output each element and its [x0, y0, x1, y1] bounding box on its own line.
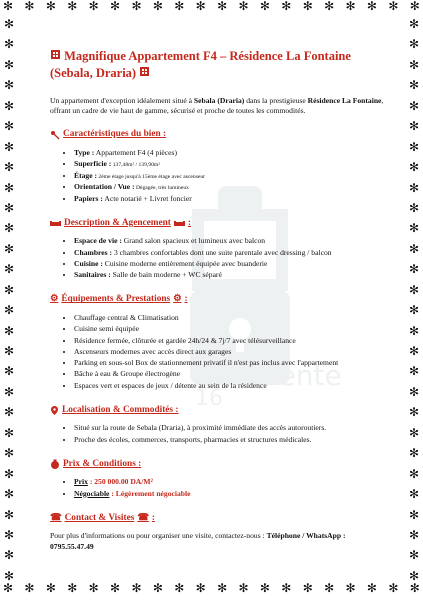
border-star-icon: ✻: [3, 262, 15, 277]
border-star-icon: ✻: [408, 507, 420, 522]
border-star-icon: ✻: [408, 527, 420, 542]
right-border: [405, 18, 423, 582]
border-star-icon: ✻: [152, 581, 163, 595]
border-star-icon: ✻: [3, 303, 15, 318]
border-star-icon: ✻: [195, 581, 206, 595]
border-star-icon: ✻: [408, 446, 420, 461]
section-equipment-title: [50, 293, 385, 306]
border-star-icon: ✻: [408, 282, 420, 297]
border-star-icon: ✻: [408, 241, 420, 256]
intro-text: Un appartement d'exception idéalement situé à: [50, 95, 194, 105]
border-star-icon: ✻: [3, 507, 15, 522]
list-item: • Papiers : Acte notarié + Livret foncier: [74, 194, 385, 204]
border-star-icon: ✻: [281, 581, 292, 595]
border-star-icon: ✻: [3, 221, 15, 236]
section-title-text: Contact & Visites: [64, 512, 135, 523]
border-star-icon: ✻: [174, 581, 185, 595]
border-star-icon: ✻: [88, 0, 99, 13]
characteristics-list: [50, 148, 385, 204]
border-star-icon: ✻: [324, 581, 335, 595]
intro-place: Sebala (Draria): [193, 95, 245, 105]
border-star-icon: ✻: [366, 0, 377, 13]
section-title-text: Localisation & Commodités :: [62, 404, 179, 415]
border-star-icon: ✻: [3, 282, 15, 297]
list-item: • Espace de vie : Grand salon spacieux et lumineux avec balcon: [74, 236, 385, 246]
border-star-icon: ✻: [408, 57, 420, 72]
border-star-icon: ✻: [131, 581, 142, 595]
location-list: [50, 423, 385, 445]
page-title-text: Magnifique Appartement F4 – Résidence La Fontaine (Sebala, Draria): [50, 49, 351, 80]
border-star-icon: ✻: [259, 0, 270, 13]
border-star-icon: ✻: [24, 0, 35, 13]
border-star-icon: ✻: [45, 0, 56, 13]
border-star-icon: ✻: [409, 581, 420, 595]
border-star-icon: ✻: [408, 200, 420, 215]
border-star-icon: ✻: [408, 262, 420, 277]
border-star-icon: ✻: [3, 57, 15, 72]
border-star-icon: ✻: [3, 200, 15, 215]
list-item: • Négociable : Légèrement négociable: [74, 489, 385, 499]
page-title: [50, 48, 385, 82]
border-star-icon: ✻: [24, 581, 35, 595]
border-star-icon: ✻: [131, 0, 142, 13]
border-star-icon: ✻: [3, 425, 15, 440]
colon: :: [187, 217, 192, 228]
list-item: • Situé sur la route de Sebala (Draria), à proximité immédiate des accès autoroutiers.: [74, 423, 385, 433]
watermark-number: 16: [195, 386, 223, 411]
border-star-icon: ✻: [238, 581, 249, 595]
contact-text: Pour plus d'informations ou pour organiser une visite, contactez-nous :: [50, 531, 267, 541]
list-item: • Prix : 250 000.00 DA/M²: [74, 477, 385, 487]
border-star-icon: ✻: [45, 581, 56, 595]
section-contact-title: [50, 512, 385, 525]
location-pin-icon: [50, 405, 59, 416]
border-star-icon: ✻: [110, 581, 121, 595]
list-item: • Cuisine semi équipée: [74, 324, 385, 334]
border-star-icon: ✻: [408, 98, 420, 113]
border-star-icon: ✻: [408, 384, 420, 399]
border-star-icon: ✻: [3, 446, 15, 461]
section-title-text: Caractéristiques du bien :: [63, 129, 167, 140]
border-star-icon: ✻: [302, 581, 313, 595]
left-border: [0, 18, 18, 582]
money-bag-icon: [50, 459, 60, 469]
list-item: • Superficie : 137,48m² / 139,90m²: [74, 159, 385, 170]
border-star-icon: ✻: [366, 581, 377, 595]
border-star-icon: ✻: [238, 0, 249, 13]
border-star-icon: ✻: [408, 139, 420, 154]
border-star-icon: ✻: [3, 344, 15, 358]
border-star-icon: ✻: [408, 119, 420, 134]
border-star-icon: ✻: [324, 0, 335, 13]
list-item: • Orientation / Vue : Dégagée, très lumineux: [74, 182, 385, 193]
border-star-icon: ✻: [110, 0, 121, 13]
border-star-icon: ✻: [408, 568, 420, 583]
section-title-text: Description & Agencement: [64, 217, 171, 228]
border-star-icon: ✻: [88, 581, 99, 595]
border-star-icon: ✻: [152, 0, 163, 13]
border-star-icon: ✻: [3, 384, 15, 399]
pin-icon: [50, 130, 60, 140]
border-star-icon: ✻: [3, 405, 15, 420]
document-content: [50, 48, 385, 560]
building-icon: [139, 66, 150, 77]
sofa-icon: [174, 219, 185, 228]
border-star-icon: ✻: [345, 581, 356, 595]
border-star-icon: ✻: [408, 364, 420, 379]
border-star-icon: ✻: [302, 0, 313, 13]
list-item: • Chambres : 3 chambres confortables dont une suite parentale avec dressing / balcon: [74, 248, 385, 258]
border-star-icon: ✻: [3, 466, 15, 481]
border-star-icon: ✻: [3, 527, 15, 542]
top-border: [0, 0, 423, 18]
border-star-icon: ✻: [67, 0, 78, 13]
section-price-title: [50, 458, 385, 471]
section-characteristics-title: [50, 128, 385, 141]
border-star-icon: ✻: [3, 160, 15, 175]
list-item: • Type : Appartement F4 (4 pièces): [74, 148, 385, 158]
sofa-icon: [50, 219, 61, 228]
border-star-icon: ✻: [3, 180, 15, 195]
list-item: • Espaces vert et espaces de jeux / détente au sein de la résidence: [74, 381, 385, 391]
list-item: • Cuisine : Cuisine moderne entièrement équipée avec buanderie: [74, 259, 385, 269]
gear-icon: ⚙: [173, 294, 182, 305]
contact-phone: 0795.55.47.49: [50, 541, 94, 551]
border-star-icon: ✻: [3, 581, 14, 595]
border-star-icon: ✻: [345, 0, 356, 13]
section-description-title: [50, 217, 385, 230]
border-star-icon: ✻: [3, 17, 15, 31]
colon: :: [184, 294, 188, 305]
phone-icon: ☎: [137, 512, 149, 523]
border-star-icon: ✻: [174, 0, 185, 13]
border-star-icon: ✻: [408, 78, 420, 93]
border-star-icon: ✻: [3, 98, 15, 113]
list-item: • Résidence fermée, clôturée et gardée 24h/24 & 7j/7 avec télésurveillance: [74, 336, 385, 346]
border-star-icon: ✻: [259, 581, 270, 595]
intro-text: , offrant un cadre de vie haut de gamme, sécurisé et proche de toutes les commodités.: [50, 95, 384, 115]
border-star-icon: ✻: [3, 548, 15, 563]
phone-icon: ☎: [50, 512, 62, 523]
section-location-title: [50, 404, 385, 417]
section-title-text: Équipements & Prestations: [61, 294, 171, 305]
border-star-icon: ✻: [408, 180, 420, 195]
border-star-icon: ✻: [217, 581, 228, 595]
border-star-icon: ✻: [408, 303, 420, 318]
border-star-icon: ✻: [3, 487, 15, 502]
list-item: • Parking en sous-sol Box de stationnement privatif il n'est pas inclus avec l'appartement: [74, 358, 385, 368]
list-item: • Ascenseurs modernes avec accès direct aux garages: [74, 347, 385, 357]
border-star-icon: ✻: [3, 323, 15, 338]
border-star-icon: ✻: [408, 323, 420, 338]
border-star-icon: ✻: [408, 487, 420, 502]
watermark-text: vente: [262, 359, 342, 392]
border-star-icon: ✻: [3, 119, 15, 134]
border-star-icon: ✻: [408, 344, 420, 358]
border-star-icon: ✻: [3, 364, 15, 379]
border-star-icon: ✻: [3, 78, 15, 93]
border-star-icon: ✻: [3, 568, 15, 583]
list-item: • Chauffage central & Climatisation: [74, 313, 385, 323]
border-star-icon: ✻: [3, 0, 14, 13]
border-star-icon: ✻: [408, 425, 420, 440]
border-star-icon: ✻: [3, 139, 15, 154]
list-item: • Bâche à eau & Groupe électrogène: [74, 369, 385, 379]
bottom-border: [0, 582, 423, 600]
intro-text: dans la prestigieuse: [244, 95, 308, 105]
colon: :: [151, 512, 156, 523]
border-star-icon: ✻: [195, 0, 206, 13]
border-star-icon: ✻: [3, 37, 15, 52]
border-star-icon: ✻: [408, 466, 420, 481]
description-list: [50, 236, 385, 280]
border-star-icon: ✻: [217, 0, 228, 13]
contact-phone-label: Téléphone / WhatsApp :: [266, 531, 346, 541]
list-item: • Proche des écoles, commerces, transports, pharmacies et structures médicales.: [74, 435, 385, 445]
gear-icon: ⚙: [50, 294, 59, 305]
border-star-icon: ✻: [409, 0, 420, 13]
section-title-text: Prix & Conditions :: [63, 458, 142, 469]
building-icon: [50, 49, 61, 60]
border-star-icon: ✻: [408, 160, 420, 175]
border-star-icon: ✻: [408, 548, 420, 563]
border-star-icon: ✻: [388, 581, 399, 595]
border-star-icon: ✻: [408, 405, 420, 420]
list-item: • Sanitaires : Salle de bain moderne + WC séparé: [74, 270, 385, 280]
border-star-icon: ✻: [67, 581, 78, 595]
border-star-icon: ✻: [388, 0, 399, 13]
contact-paragraph: [50, 531, 385, 552]
intro-paragraph: [50, 96, 385, 117]
price-list: [50, 477, 385, 499]
intro-residence: Résidence La Fontaine: [307, 95, 382, 105]
list-item: • Étage : 2ème étage jusqu'à 15ème étage avec ascenseur: [74, 171, 385, 182]
border-star-icon: ✻: [408, 17, 420, 31]
equipment-list: [50, 313, 385, 391]
border-star-icon: ✻: [408, 221, 420, 236]
border-star-icon: ✻: [281, 0, 292, 13]
border-star-icon: ✻: [3, 241, 15, 256]
border-star-icon: ✻: [408, 37, 420, 52]
